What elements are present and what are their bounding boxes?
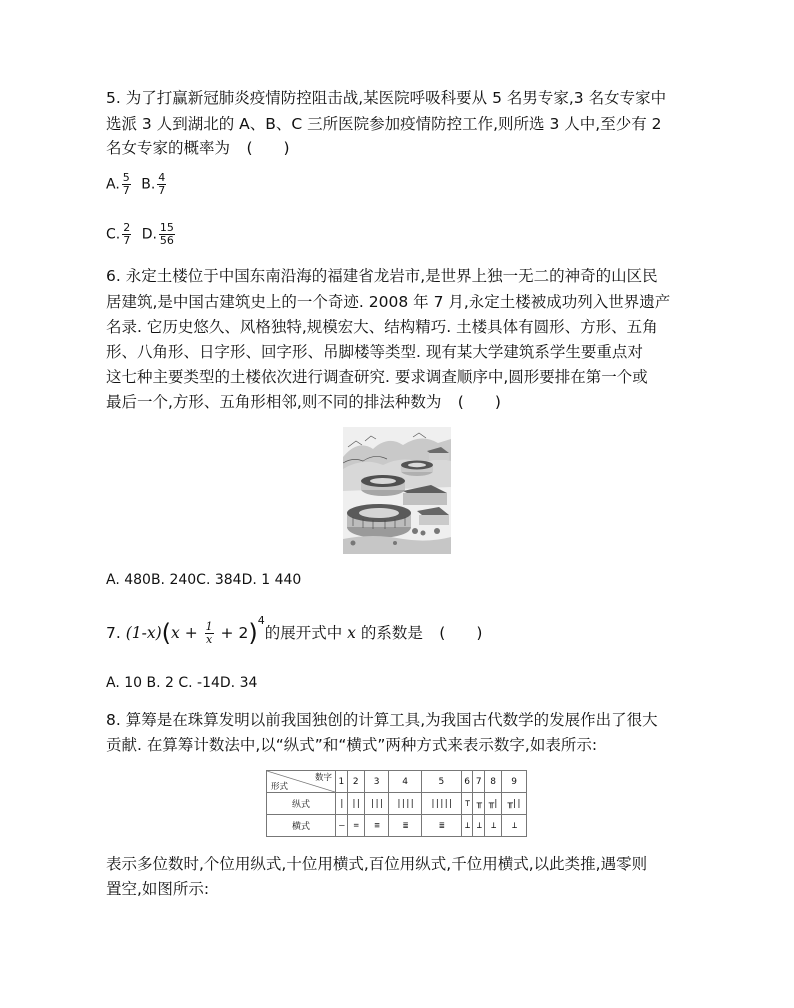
digit-header-cell: 1: [336, 771, 348, 793]
q7-formula-x: x +: [171, 624, 203, 642]
q7-formula-plus2: + 2: [215, 624, 249, 642]
digit-header-cell: 9: [502, 771, 527, 793]
q6-line-5: 这七种主要类型的土楼依次进行调查研究. 要求调查顺序中,圆形要排在第一个或: [106, 368, 648, 386]
q5-option-a-label: A.: [106, 176, 120, 193]
q5-option-a-num: 5: [122, 171, 130, 184]
q7-options: A. 10 B. 2 C. -14D. 34: [106, 675, 258, 691]
q6-line-3: 名录. 它历史悠久、风格独特,规模宏大、结构精巧. 土楼具体有圆形、方形、五角: [106, 318, 658, 336]
q5-line-1: 5. 为了打赢新冠肺炎疫情防控阻击战,某医院呼吸科要从 5 名男专家,3 名女专家中: [106, 89, 667, 107]
rod-glyph-cell: ⊤: [461, 793, 473, 815]
rod-glyph-cell: |||||: [421, 793, 461, 815]
rod-glyph-cell: ||: [347, 793, 364, 815]
q5-option-d-num: 15: [159, 221, 174, 234]
q5-option-c-num: 2: [123, 221, 131, 234]
q7-answer-paren: ( ): [439, 624, 483, 642]
rod-glyph-cell: ⊥: [502, 815, 527, 837]
tulou-illustration: [343, 427, 451, 554]
q5-option-b-den: 7: [158, 184, 166, 197]
q8-line-1: 8. 算筹是在珠算发明以前我国独创的计算工具,为我国古代数学的发展作出了很大: [106, 711, 658, 729]
q5-line-2: 选派 3 人到湖北的 A、B、C 三所医院参加疫情防控工作,则所选 3 人中,至少有 2: [106, 115, 662, 133]
q7-frac: [205, 621, 214, 646]
rod-glyph-cell: —: [336, 815, 348, 837]
row-label-vertical: 纵式: [267, 793, 336, 815]
q7-prefix: 7.: [106, 624, 126, 642]
rod-glyph-cell: ╥|: [485, 793, 502, 815]
q8-after-line-1: 表示多位数时,个位用纵式,十位用横式,百位用纵式,千位用横式,以此类推,遇零则: [106, 855, 648, 873]
table-corner-cell: [267, 771, 336, 793]
q5-option-b-num: 4: [158, 171, 166, 184]
q7-text2: 的系数是: [360, 624, 423, 642]
q6-line-4: 形、八角形、日字形、回字形、吊脚楼等类型. 现有某大学建筑系学生要重点对: [106, 343, 643, 361]
q5-option-b-label: B.: [141, 176, 156, 193]
rod-glyph-cell: ╥||: [502, 793, 527, 815]
counting-rods-grid: [266, 770, 527, 837]
rod-glyph-cell: |: [336, 793, 348, 815]
q7-exponent: 4: [257, 614, 265, 627]
q7-var: x: [347, 624, 356, 642]
q5-option-a-fraction: [122, 172, 131, 197]
q6-line-6-text: 最后一个,方形、五角形相邻,则不同的排法种数为: [106, 393, 442, 411]
digit-header-cell: 4: [389, 771, 421, 793]
q6-options: A. 480B. 240C. 384D. 1 440: [106, 572, 302, 588]
digit-header-cell: 7: [473, 771, 485, 793]
rod-glyph-cell: ≣: [421, 815, 461, 837]
q5-option-c-den: 7: [123, 234, 131, 247]
q5-option-c-fraction: [122, 222, 131, 247]
digit-header-cell: 5: [421, 771, 461, 793]
q7-frac-den: x: [206, 633, 213, 646]
q7-right-paren: ): [248, 619, 258, 647]
q5-option-d-label: D.: [141, 226, 157, 243]
q6-line-6: [106, 391, 503, 413]
q7-formula-factor: (1-x): [125, 624, 162, 642]
q5-option-d-fraction: [159, 222, 175, 247]
digit-header-cell: 8: [485, 771, 502, 793]
q6-line-2: 居建筑,是中国古建筑史上的一个奇迹. 2008 年 7 月,永定土楼被成功列入世界遗产: [106, 293, 671, 311]
digit-header-cell: 2: [347, 771, 364, 793]
q8-after-line-2: 置空,如图所示:: [106, 880, 210, 898]
q5-options-row-1: [106, 172, 172, 197]
q5-option-b-fraction: [157, 172, 166, 197]
q7-stem: [106, 614, 485, 647]
counting-rods-table: [266, 770, 527, 836]
q6-answer-paren: ( ): [457, 393, 501, 411]
rod-glyph-cell: ⊥: [485, 815, 502, 837]
corner-label-digit: 数字: [314, 773, 332, 783]
q5-line-3-text: 名女专家的概率为: [106, 139, 231, 157]
rod-glyph-cell: ╥: [473, 793, 485, 815]
q8-line-2: 贡献. 在算筹计数法中,以“纵式”和“横式”两种方式来表示数字,如表所示:: [106, 736, 598, 754]
q7-left-paren: (: [161, 619, 172, 647]
q5-option-d-den: 56: [159, 234, 174, 247]
rod-glyph-cell: ⊥: [461, 815, 473, 837]
table-header-row: [267, 771, 527, 793]
table-row-horizontal: [267, 815, 527, 837]
row-label-horizontal: 横式: [267, 815, 336, 837]
rod-glyph-cell: =: [347, 815, 364, 837]
corner-label-form: 形式: [271, 782, 289, 792]
rod-glyph-cell: ≣: [389, 815, 421, 837]
rod-glyph-cell: ||||: [389, 793, 421, 815]
q5-option-a-den: 7: [122, 184, 130, 197]
q5-line-3: [106, 137, 292, 159]
q7-frac-num: 1: [205, 620, 213, 633]
q6-line-1: 6. 永定土楼位于中国东南沿海的福建省龙岩市,是世界上独一无二的神奇的山区民: [106, 267, 658, 285]
digit-header-cell: 3: [364, 771, 389, 793]
q7-text: 的展开式中: [264, 624, 343, 642]
q5-answer-paren: ( ): [246, 139, 290, 157]
table-row-vertical: [267, 793, 527, 815]
tulou-sketch: [343, 427, 451, 554]
rod-glyph-cell: |||: [364, 793, 389, 815]
q5-option-c-label: C.: [106, 226, 121, 243]
rod-glyph-cell: ⊥: [473, 815, 485, 837]
rod-glyph-cell: ≡: [364, 815, 389, 837]
digit-header-cell: 6: [461, 771, 473, 793]
q5-options-row-2: [106, 222, 181, 247]
